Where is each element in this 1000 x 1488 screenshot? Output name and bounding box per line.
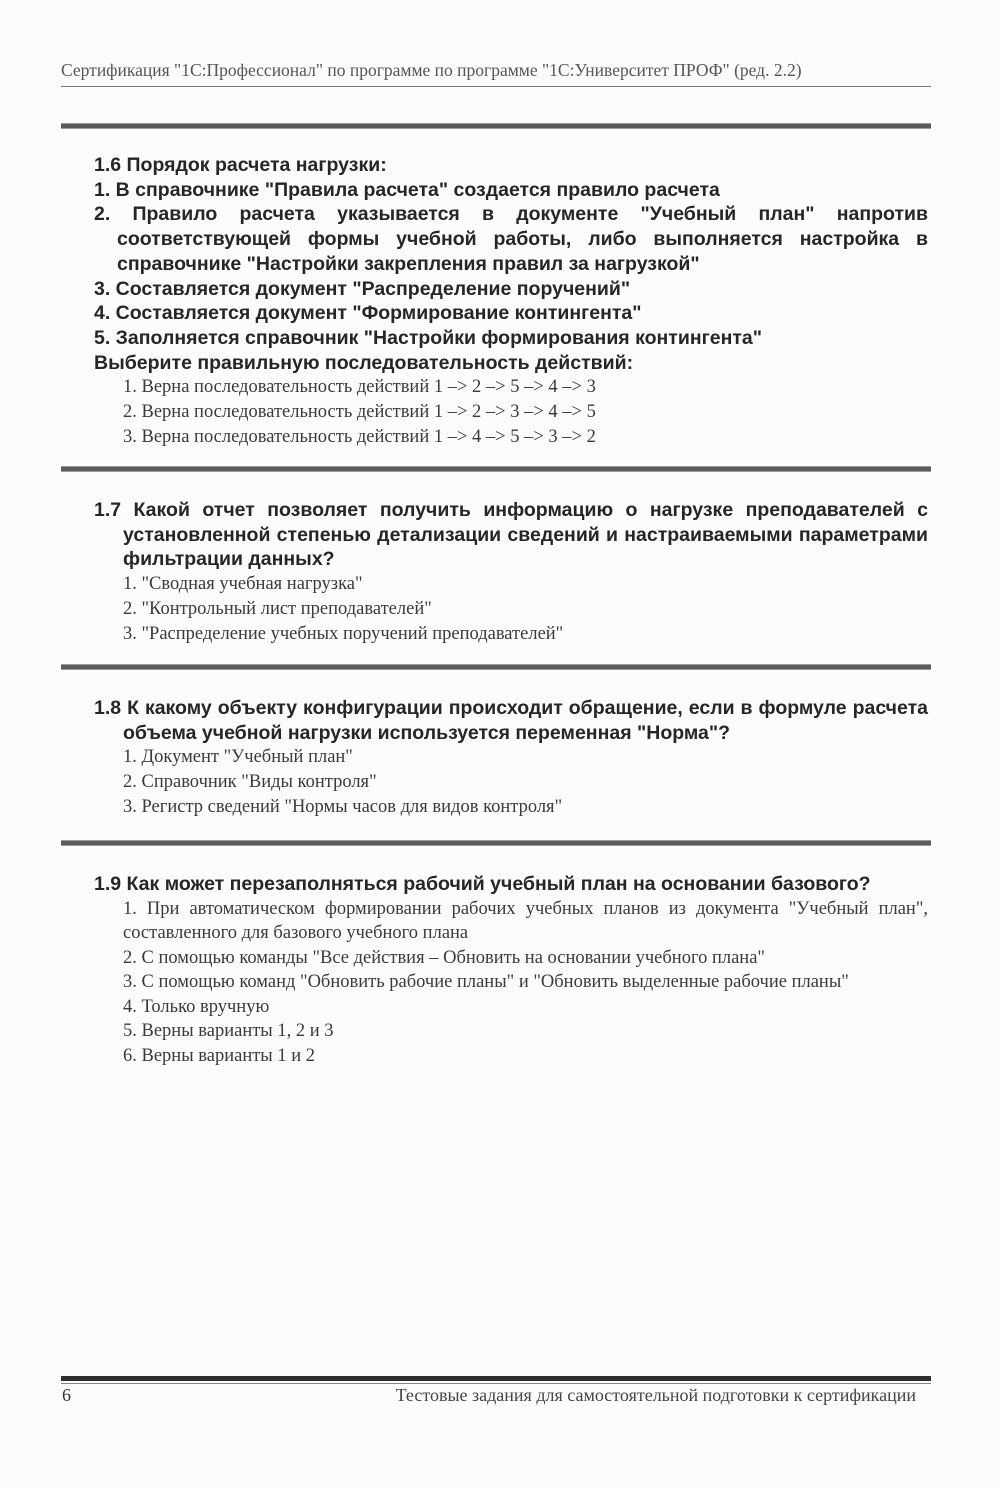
- step-1: 1. В справочнике "Правила расчета" создается правило расчета: [94, 178, 720, 201]
- answer-option[interactable]: 1. Верна последовательность действий 1 –> 2 –> 5 –> 4 –> 3: [123, 377, 596, 398]
- question-1-9: [94, 872, 928, 1068]
- step-2: 2. Правило расчета указывается в документе "Учебный план" напротив соответствующей формы учебной работы, либо выполняется настройка в справочнике "Настройки закрепления правил за нагрузкой": [94, 203, 928, 275]
- answer-option[interactable]: 5. Верны варианты 1, 2 и 3: [123, 1021, 334, 1042]
- answer-option[interactable]: 2. "Контрольный лист преподавателей": [123, 599, 432, 620]
- answer-option[interactable]: 1. При автоматическом формировании рабочих учебных планов из документа "Учебный план", составленного для базового учебного плана: [123, 898, 928, 944]
- answer-option[interactable]: 2. С помощью команды "Все действия – Обновить на основании учебного плана": [123, 947, 765, 968]
- answer-options: [94, 745, 928, 820]
- question-text: 1.7 Какой отчет позволяет получить информацию о нагрузке преподавателей с установленной степенью детализации сведений и настраиваемыми параметрами фильтрации данных?: [94, 499, 928, 571]
- answer-options: [94, 375, 928, 450]
- answer-option[interactable]: 2. Верна последовательность действий 1 –> 2 –> 3 –> 4 –> 5: [123, 402, 596, 423]
- question-title: 1.6 Порядок расчета нагрузки:: [94, 154, 387, 176]
- question-text: 1.8 К какому объекту конфигурации происходит обращение, если в формуле расчета объема учебной нагрузки используется переменная "Норма"?: [94, 697, 928, 744]
- separator: [61, 664, 931, 670]
- question-1-8: [94, 696, 928, 820]
- footer-title: Тестовые задания для самостоятельной подготовки к сертификации: [395, 1385, 916, 1405]
- separator: [61, 466, 931, 472]
- answer-option[interactable]: 1. "Сводная учебная нагрузка": [123, 574, 363, 595]
- answer-option[interactable]: 1. Документ "Учебный план": [123, 747, 353, 768]
- question-1-6: [94, 153, 928, 450]
- answer-option[interactable]: 3. С помощью команд "Обновить рабочие планы" и "Обновить выделенные рабочие планы": [123, 972, 849, 993]
- footer-rule-thin: [61, 1383, 931, 1384]
- answer-option[interactable]: 3. Верна последовательность действий 1 –> 4 –> 5 –> 3 –> 2: [123, 427, 596, 448]
- step-3: 3. Составляется документ "Распределение поручений": [94, 277, 631, 300]
- answer-option[interactable]: 3. Регистр сведений "Нормы часов для видов контроля": [123, 797, 563, 818]
- page-number: 6: [62, 1385, 71, 1405]
- answer-option[interactable]: 4. Только вручную: [123, 996, 270, 1017]
- answer-option[interactable]: 2. Справочник "Виды контроля": [123, 772, 377, 793]
- separator: [61, 123, 931, 129]
- step-4: 4. Составляется документ "Формирование контингента": [94, 302, 642, 325]
- answer-option[interactable]: 3. "Распределение учебных поручений преподавателей": [123, 624, 564, 645]
- separator: [61, 840, 931, 846]
- footer-rule: [61, 1376, 931, 1381]
- answer-options: [94, 897, 928, 1069]
- question-1-7: [94, 498, 928, 647]
- step-5: 5. Заполняется справочник "Настройки формирования контингента": [94, 326, 762, 349]
- header-rule: [61, 86, 931, 87]
- question-text: 1.9 Как может перезаполняться рабочий учебный план на основании базового?: [94, 873, 871, 895]
- answer-option[interactable]: 6. Верны варианты 1 и 2: [123, 1045, 316, 1066]
- question-prompt: Выберите правильную последовательность действий:: [94, 351, 634, 374]
- answer-options: [94, 572, 928, 647]
- running-header: Сертификация "1С:Профессионал" по программе по программе "1С:Университет ПРОФ" (ред. 2.2): [61, 60, 802, 80]
